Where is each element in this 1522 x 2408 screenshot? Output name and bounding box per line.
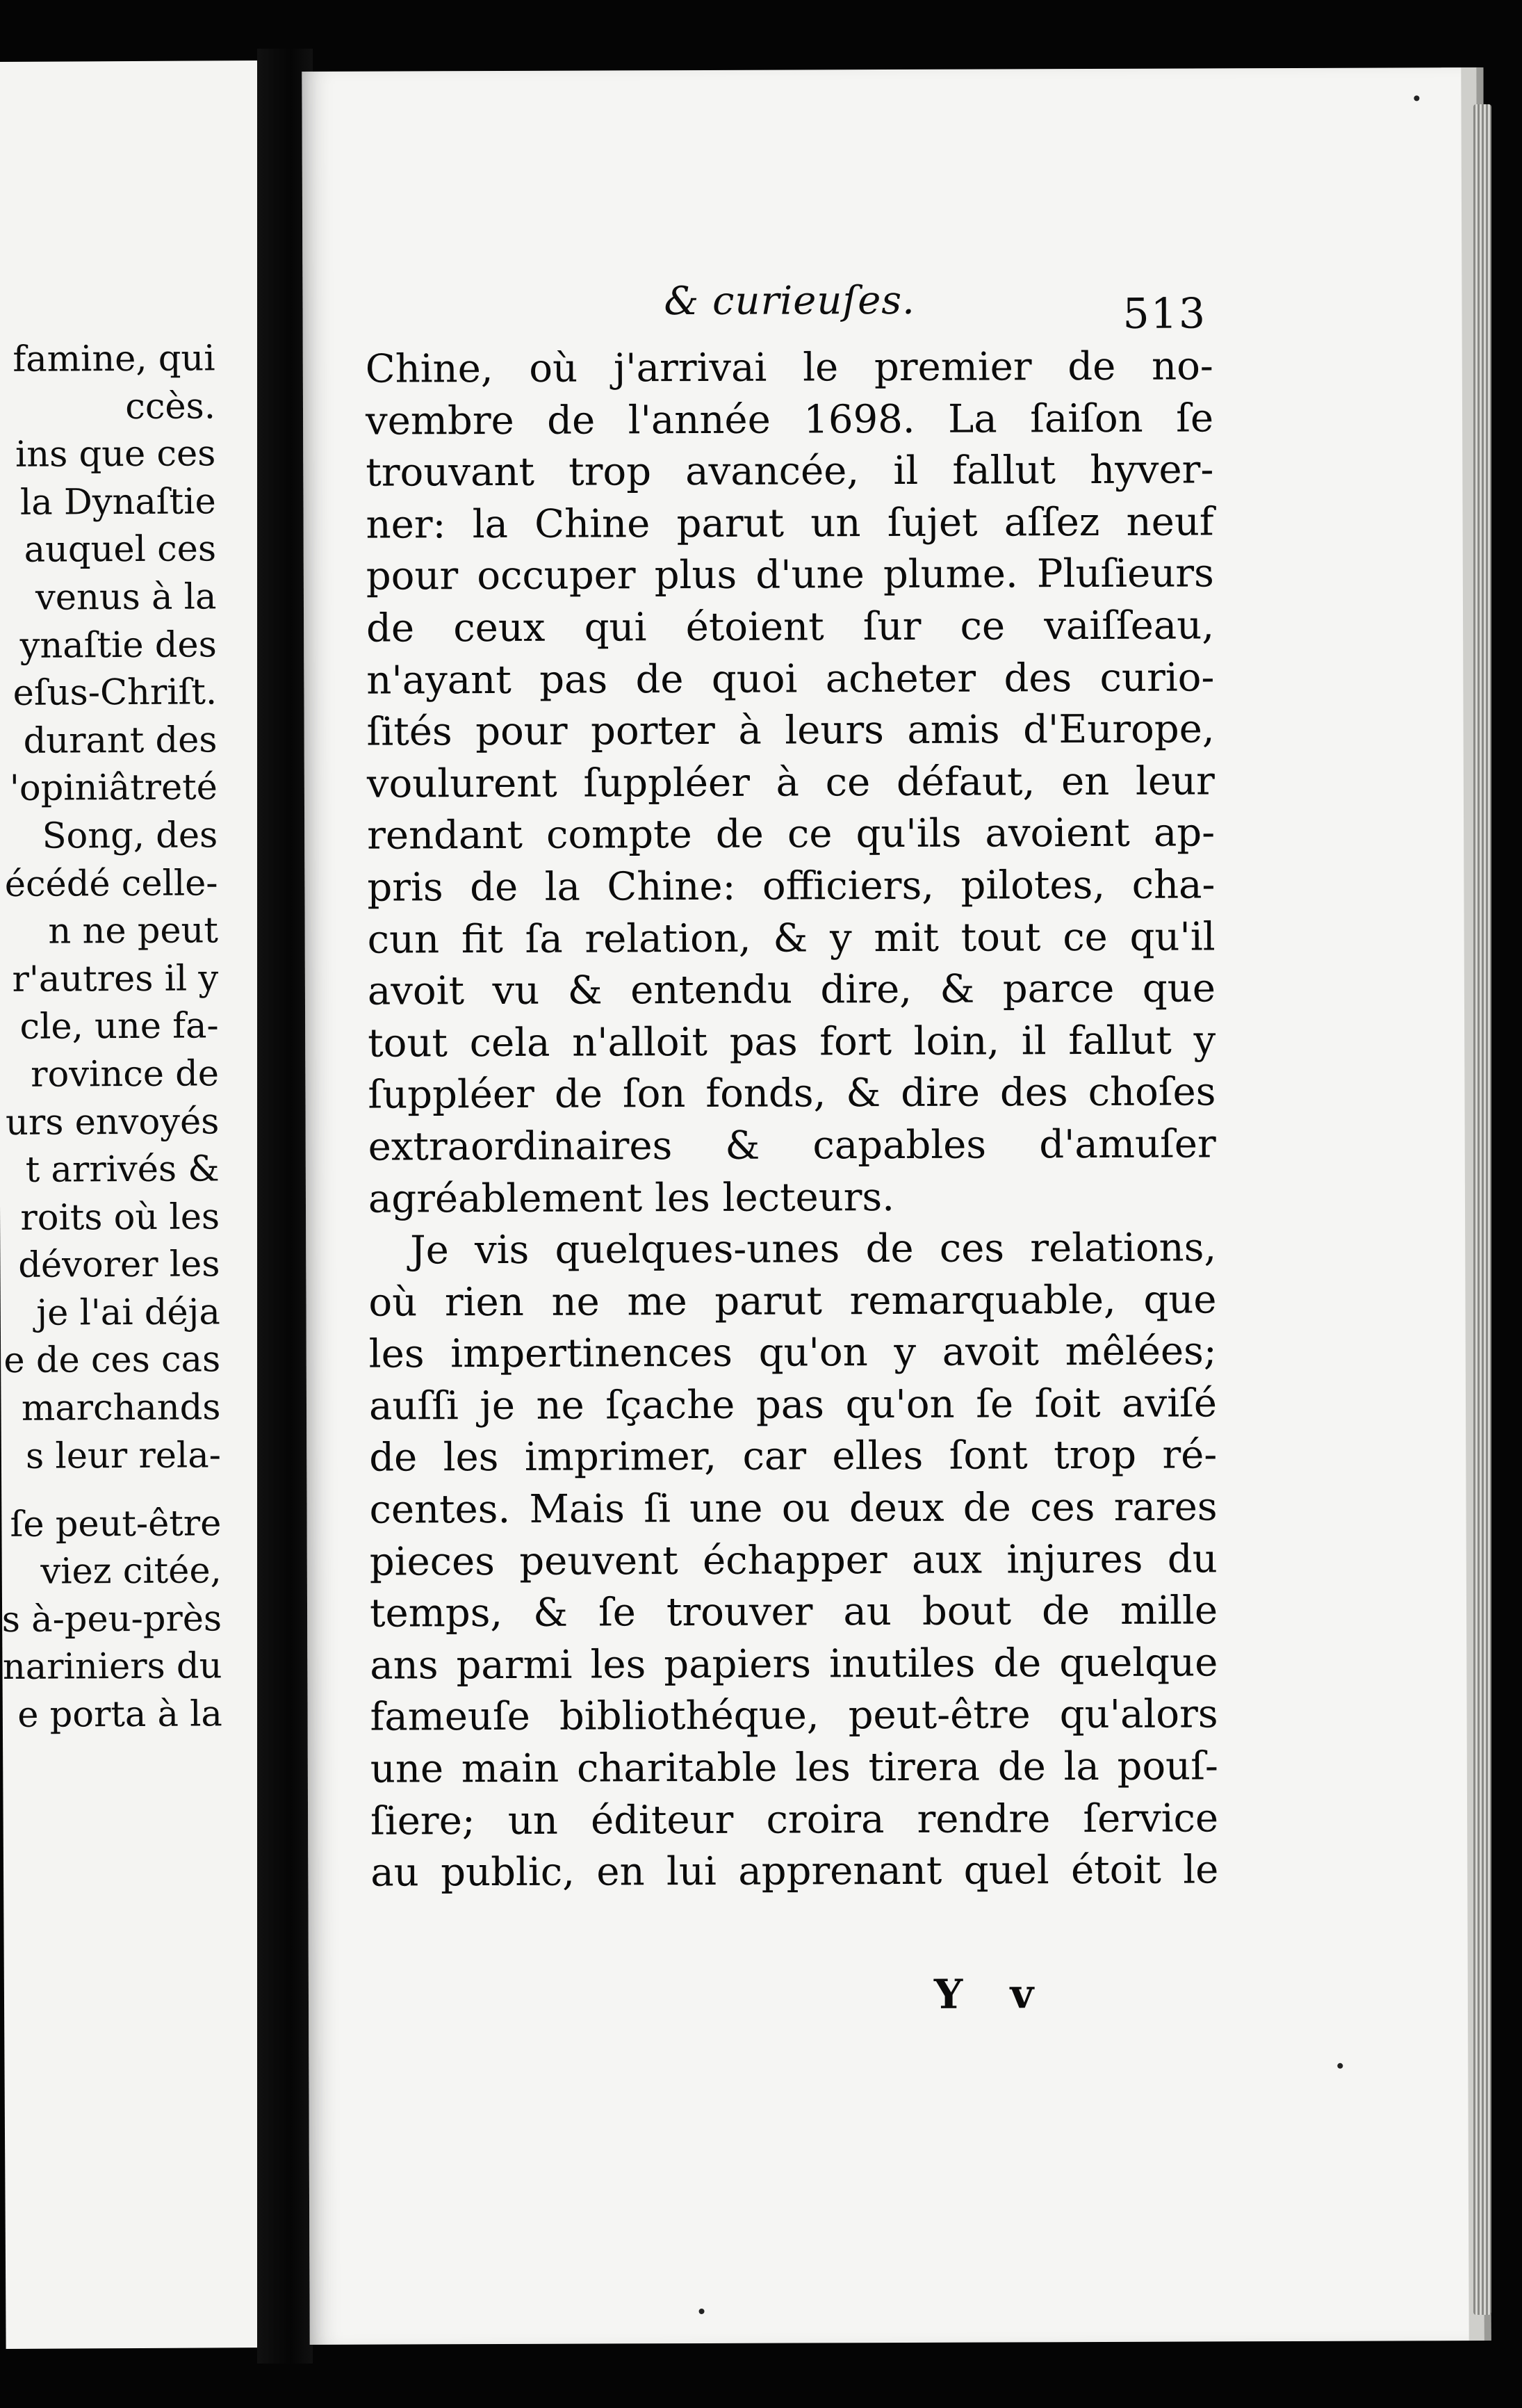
text-line: Song, des [42, 815, 218, 857]
signature-mark: Y v [933, 1970, 1051, 2018]
text-line: n ne peut [48, 910, 219, 952]
text-line: auſſi je ne ſçache pas qu'on ſe ſoit aviſé [368, 1381, 1218, 1429]
text-line: dévorer les [18, 1244, 220, 1287]
text-line: viez citée, [40, 1550, 222, 1593]
text-line: auquel ces [24, 528, 217, 571]
text-line: Chine, où j'arrivai le premier de no- [365, 343, 1213, 392]
text-line: ans parmi les papiers inutiles de quelque [370, 1640, 1218, 1689]
text-line: n'ayant pas de quoi acheter des curio- [366, 654, 1215, 703]
text-line: rovince de [31, 1053, 220, 1096]
text-line: avoit vu & entendu dire, & parce que [367, 966, 1216, 1014]
text-line: ſités pour porter à leurs amis d'Europe, [366, 706, 1215, 755]
text-line: extraordinaires & capables d'amuſer [368, 1121, 1216, 1170]
text-line: tout cela n'alloit pas fort loin, il fallut y [368, 1018, 1216, 1066]
text-line: ſiere; un éditeur croira rendre ſervice [370, 1796, 1219, 1844]
text-line: roits où les [20, 1196, 220, 1239]
text-line: durant des [23, 719, 218, 762]
text-line: au public, en lui apprenant quel étoit le [370, 1847, 1219, 1896]
text-line: ccès. [125, 385, 216, 428]
text-line: écédé celle- [4, 862, 218, 905]
text-line: fameuſe bibliothéque, peut-être qu'alors [370, 1691, 1218, 1741]
text-line: je l'ai déja [36, 1292, 220, 1334]
text-line: urs envoyés [5, 1100, 220, 1144]
page-number: 513 [1122, 289, 1207, 339]
text-line: 'opiniâtreté [9, 767, 218, 810]
text-line: centes. Mais ſi une ou deux de ces rares [369, 1484, 1218, 1533]
text-line: famine, qui [13, 338, 215, 380]
text-line: cle, une fa- [19, 1005, 219, 1048]
text-line: ſuppléer de ſon fonds, & dire des choſes [368, 1069, 1216, 1118]
text-line: pieces peuvent échapper aux injures du [369, 1536, 1218, 1585]
text-line: où rien ne me parut remarquable, que [368, 1277, 1217, 1326]
left-page-text [0, 335, 222, 1739]
text-line: s à-peu-près [1, 1598, 222, 1641]
text-line: cun fit ſa relation, & y mit tout ce qu'il [367, 913, 1216, 963]
text-line: voulurent ſuppléer à ce défaut, en leur [366, 758, 1215, 807]
text-line: venus à la [35, 576, 217, 619]
text-line: rendant compte de ce qu'ils avoient ap- [367, 810, 1216, 859]
text-line: la Dynaſtie [19, 481, 216, 523]
text-line: trouvant trop avancée, il fallut hyver- [366, 447, 1214, 496]
paper-speck [1414, 95, 1419, 101]
text-line: temps, & ſe trouver au bout de mille [369, 1588, 1218, 1636]
text-line: une main charitable les tirera de la pouſ- [370, 1743, 1218, 1792]
text-line: de les imprimer, car elles ſont trop ré- [369, 1432, 1218, 1481]
paper-speck [699, 2309, 705, 2314]
left-page [0, 60, 273, 2349]
body-text [366, 341, 1219, 1899]
text-line: e porta à la [17, 1693, 222, 1736]
text-line: Je vis quelques-unes de ces relations, [410, 1225, 1217, 1274]
text-line: ins que ces [15, 433, 216, 476]
text-line: r'autres il y [12, 958, 219, 1000]
text-line: pour occuper plus d'une plume. Pluſieurs [366, 551, 1214, 600]
text-line: marchands [21, 1387, 221, 1429]
text-line: vembre de l'année 1698. La ſaiſon ſe [365, 395, 1214, 444]
text-line: s leur rela- [25, 1435, 222, 1477]
text-line: agréablement les lecteurs. [368, 1174, 895, 1222]
text-line: nariniers du [2, 1645, 222, 1689]
text-line: ynaſtie des [19, 624, 217, 667]
text-line: pris de la Chine: officiers, pilotes, cha- [367, 862, 1216, 911]
text-line: eſus-Chriſt. [13, 672, 218, 715]
text-line: les impertinences qu'on y avoit mêlées; [368, 1328, 1217, 1377]
text-line: ſe peut-être [10, 1503, 222, 1545]
text-line: ner: la Chine parut un ſujet aſſez neuf [366, 499, 1214, 548]
page-edge [1473, 104, 1491, 2315]
right-page [302, 67, 1491, 2345]
text-line: de ceux qui étoient ſur ce vaiſſeau, [366, 603, 1215, 651]
text-line: t arrivés & [25, 1148, 220, 1191]
text-line: e de ces cas [3, 1339, 221, 1382]
paper-speck [1337, 2063, 1343, 2069]
running-head: & curieuſes. [664, 277, 915, 325]
